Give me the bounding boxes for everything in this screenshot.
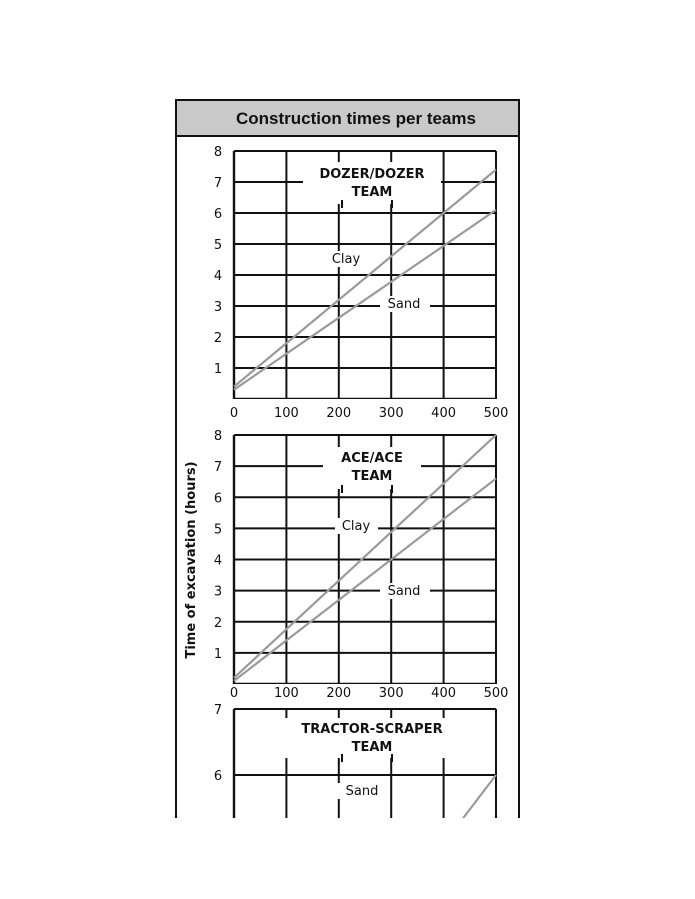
panel-title: TRACTOR-SCRAPER [301, 722, 443, 737]
y-tick-label: 4 [213, 553, 223, 569]
panel-title: TEAM [351, 185, 393, 200]
y-tick-label: 5 [213, 238, 223, 253]
header-title: Construction times per teams [236, 109, 476, 128]
y-tick-label: 2 [213, 331, 223, 346]
x-tick-label: 300 [378, 686, 404, 701]
panel-title: DOZER/DOZER [319, 167, 425, 182]
y-tick-label: 7 [213, 703, 223, 718]
series-line-sand [391, 828, 496, 899]
x-tick-label: 200 [326, 406, 352, 421]
series-label: Sand [387, 297, 421, 312]
series-label: Sand [345, 784, 379, 799]
panel-3 [214, 703, 496, 899]
series-label: Clay [331, 252, 361, 267]
chart-panels [214, 145, 509, 899]
x-tick-label: 500 [483, 686, 509, 701]
x-tick-label: 400 [431, 406, 457, 421]
x-tick-label: 400 [431, 686, 457, 701]
y-tick-label: 2 [213, 615, 223, 631]
y-tick-label: 1 [213, 362, 223, 377]
y-axis-title: Time of excavation (hours) [184, 461, 199, 659]
y-tick-label: 6 [213, 491, 223, 507]
panel-2 [214, 429, 509, 701]
panel-body [234, 709, 496, 899]
x-tick-label: 0 [229, 686, 239, 701]
y-tick-label: 5 [213, 522, 223, 538]
panel-title: ACE/ACE [341, 451, 403, 466]
x-tick-label: 100 [273, 406, 299, 421]
panel-1 [214, 145, 509, 421]
panel-title: TEAM [351, 469, 393, 484]
panel-title: TEAM [351, 740, 393, 755]
y-tick-label: 4 [213, 269, 223, 284]
y-tick-label: 1 [213, 646, 223, 662]
x-tick-label: 0 [229, 406, 239, 421]
series-line-sand [234, 210, 496, 390]
x-tick-label: 300 [378, 406, 404, 421]
x-tick-label: 200 [326, 686, 352, 701]
y-tick-label: 7 [213, 460, 223, 476]
y-tick-label: 3 [213, 300, 223, 315]
y-tick-label: 6 [213, 207, 223, 222]
series-line-sand [234, 479, 496, 681]
series-label: Sand [387, 584, 421, 599]
x-tick-label: 100 [273, 686, 299, 701]
series-line-unnamed [370, 775, 496, 899]
x-tick-label: 500 [483, 406, 509, 421]
series-label: Clay [341, 519, 371, 534]
y-tick-label: 6 [213, 769, 223, 784]
y-tick-label: 8 [213, 429, 223, 444]
y-tick-label: 8 [213, 145, 223, 160]
y-tick-label: 3 [213, 584, 223, 600]
y-tick-label: 7 [213, 176, 223, 191]
